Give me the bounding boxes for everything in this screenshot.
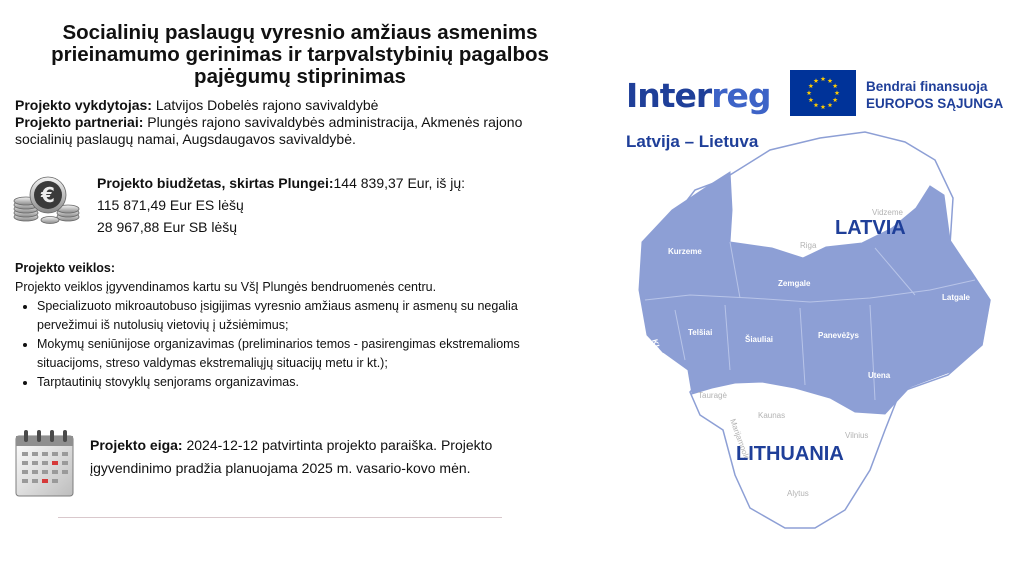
budget-total: 144 839,37 Eur, iš jų: <box>333 175 466 191</box>
budget-state-funds: 28 967,88 Eur SB lėšų <box>97 219 238 235</box>
page-title: Socialinių paslaugų vyresnio amžiaus asmenims prieinamumo gerinimas ir tarpvalstybinių pagalbos pajėgumų stiprinimas <box>51 21 549 88</box>
divider <box>58 517 502 518</box>
activities-list <box>15 297 570 392</box>
progress-block <box>90 434 560 480</box>
city-label: Vilnius <box>845 431 869 440</box>
list-item: • Specializuoto mikroautobuso įsigijimas vyresnio amžiaus asmenų ir asmenų su negalia pervežimui iš nutolusių vietovių į užsiėmimus; <box>37 297 570 335</box>
region-label: Telšiai <box>688 328 713 337</box>
partners-label: Projekto partneriai: <box>15 114 144 130</box>
eu-cofunding-line2: EUROPOS SĄJUNGA <box>866 96 1004 111</box>
city-label: Kaunas <box>758 411 786 420</box>
region-label: Panevėžys <box>818 331 859 340</box>
progress-label: Projekto eiga: <box>90 437 183 453</box>
city-label: Riga <box>800 241 817 250</box>
city-label: Alytus <box>787 489 809 498</box>
country-label-lithuania: LITHUANIA <box>736 443 844 465</box>
programme-region-title: Latvija – Lietuva <box>626 132 759 151</box>
svg-text:€: € <box>41 183 55 207</box>
list-item: • Mokymų seniūnijose organizavimas (preliminarios temos - pasirengimas ekstremalioms situacijoms, streso valdymas ekstremaliųjų situacijų metu ir kt.); <box>37 335 570 373</box>
region-label: Latgale <box>942 293 971 302</box>
budget-block <box>97 172 465 238</box>
region-label: Kurzeme <box>668 247 702 256</box>
region-label: Utena <box>868 371 891 380</box>
partners-value: Plungės rajono savivaldybės administracija, Akmenės rajono socialinių paslaugų namai, Augsdaugavos savivaldybė. <box>15 114 523 147</box>
coins-icon <box>12 165 80 227</box>
executor-line <box>15 97 378 114</box>
region-label: Klaipėda <box>650 338 668 373</box>
city-label: Tauragė <box>698 391 727 400</box>
city-label: Marijampolė <box>728 417 752 462</box>
region-label: Vidzeme <box>872 208 903 217</box>
eu-flag-icon <box>790 70 856 116</box>
programme-area-map <box>630 130 1024 530</box>
activities-intro: Projekto veiklos įgyvendinamos kartu su VšĮ Plungės bendruomenės centru. <box>15 280 437 294</box>
activities-heading: Projekto veiklos: <box>15 261 116 275</box>
calendar-icon <box>13 428 76 498</box>
eu-cofunding-line1: Bendrai finansuoja <box>866 79 988 94</box>
partners-line <box>15 114 545 148</box>
eu-cofunding-text <box>866 78 1003 112</box>
budget-eu-funds: 115 871,49 Eur ES lėšų <box>97 197 244 213</box>
executor-label: Projekto vykdytojas: <box>15 97 152 113</box>
budget-label: Projekto biudžetas, skirtas Plungei: <box>97 175 334 191</box>
executor-value: Latvijos Dobelės rajono savivaldybė <box>155 97 379 113</box>
progress-value: 2024-12-12 patvirtinta projekto paraiška. Projekto įgyvendinimo pradžia planuojama 2025 m. vasario-kovo mėn. <box>90 437 493 476</box>
interreg-logo <box>626 76 770 116</box>
interreg-logo-text: Interreg <box>626 76 771 115</box>
region-label: Šiauliai <box>745 335 774 344</box>
activities-section <box>15 259 570 392</box>
region-label: Zemgale <box>778 279 811 288</box>
country-label-latvia: LATVIA <box>835 217 906 239</box>
list-item: • Tarptautinių stovyklų senjorams organizavimas. <box>37 373 570 392</box>
